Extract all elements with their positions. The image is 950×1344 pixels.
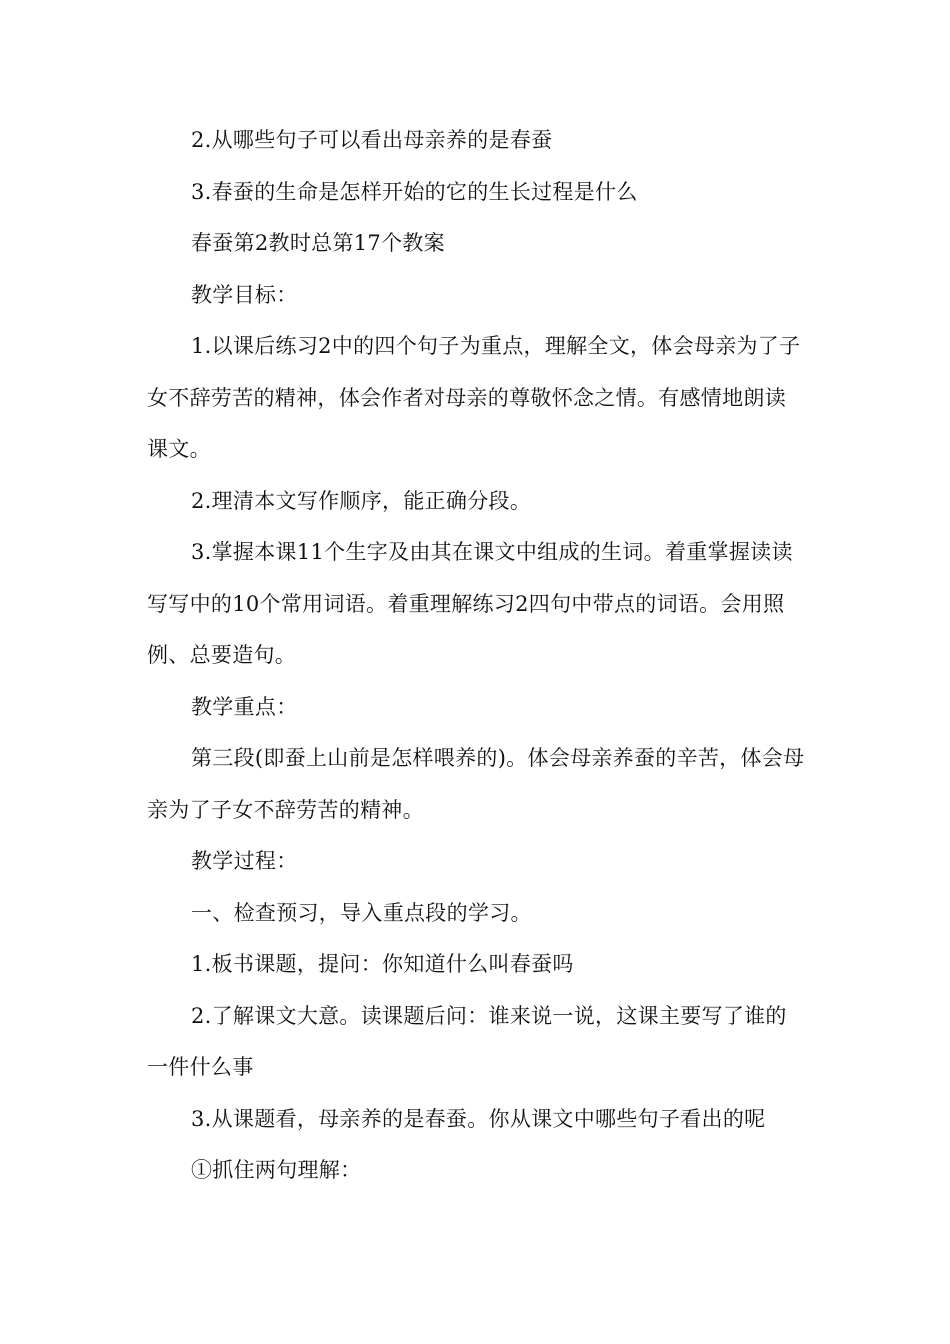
section-heading-key-points: 教学重点： <box>191 694 298 719</box>
section-heading-objectives: 教学目标： <box>191 282 298 307</box>
process-item-1: 1.板书课题，提问：你知道什么叫春蚕吗 <box>191 952 574 976</box>
document-body <box>147 115 807 1197</box>
objective-1: 1.以课后练习2中的四个句子为重点，理解全文，体会母亲为了子女不辞劳苦的精神，体会作者对母亲的尊敬怀念之情。有感情地朗读课文。 <box>147 334 801 461</box>
section-heading-process: 教学过程： <box>191 849 298 873</box>
paragraph-question-3: 3.春蚕的生命是怎样开始的它的生长过程是什么 <box>191 179 638 204</box>
process-item-2: 2.了解课文大意。读课题后问：谁来说一说，这课主要写了谁的一件什么事 <box>147 1003 787 1079</box>
paragraph-question-2: 2.从哪些句子可以看出母亲养的是春蚕 <box>191 128 553 152</box>
key-point-text: 第三段(即蚕上山前是怎样喂养的)。体会母亲养蚕的辛苦，体会母亲为了子女不辞劳苦的精神。 <box>147 746 805 822</box>
process-item-3: 3.从课题看，母亲养的是春蚕。你从课文中哪些句子看出的呢 <box>191 1106 766 1131</box>
process-subitem-1: ①抓住两句理解： <box>191 1158 362 1182</box>
objective-3: 3.掌握本课11个生字及由其在课文中组成的生词。着重掌握读读写写中的10个常用词语。着重理解练习2四句中带点的词语。会用照例、总要造句。 <box>147 540 793 667</box>
process-step-1: 一、检查预习，导入重点段的学习。 <box>191 900 532 925</box>
objective-2: 2.理清本文写作顺序，能正确分段。 <box>191 488 532 513</box>
lesson-plan-heading: 春蚕第2教时总第17个教案 <box>191 231 445 255</box>
